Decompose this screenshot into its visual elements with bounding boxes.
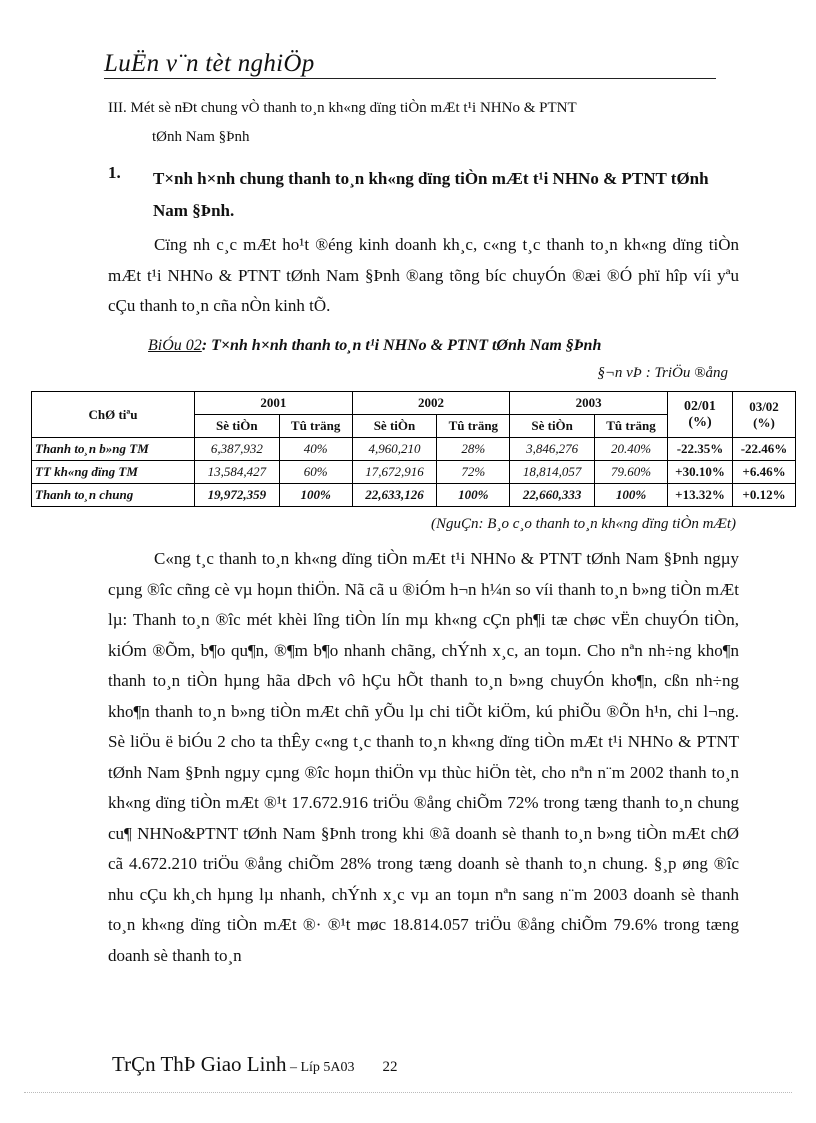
subheader-amount: Sè tiÒn [352,415,437,438]
row-label: TT kh«ng dïng TM [32,461,195,484]
footer-class: – Líp 5A03 [286,1060,355,1075]
page-number: 22 [382,1059,398,1075]
table-caption [148,337,601,355]
cell-value: 22,633,126 [352,484,437,507]
table-unit: §¬n vÞ : TriÖu ®ång [597,365,728,381]
table-row [32,438,796,461]
table-row-total [32,484,796,507]
header-change-02-01: 02/01 (%) [668,392,733,438]
cell-value: 28% [437,438,510,461]
paragraph-intro-text: Cïng nh c¸c mÆt ho¹t ®éng kinh doanh kh¸c, c«ng t¸c thanh to¸n kh«ng dïng tiÒn mÆt t¹i NHNo & PTNT tØnh Nam §Þnh ®ang tõng bíc chuyÓn ®æi ®Ó phï hîp víi yªu cÇu thanh to¸n cña nÒn kinh tÕ. [108,235,739,315]
cell-change: -22.35% [668,438,733,461]
page-footer [112,1052,398,1077]
cell-change: +0.12% [733,484,796,507]
subheader-share: Tû träng [279,415,352,438]
cell-change: +6.46% [733,461,796,484]
paragraph-analysis-text: C«ng t¸c thanh to¸n kh«ng dïng tiÒn mÆt t¹i NHNo & PTNT tØnh Nam §Þnh ngµy cµng ®îc cñng cè vµ hoµn thiÖn. Nã cã u ®iÓm h¬n h¼n so víi thanh to¸n b»ng tiÒn mÆt lµ: Thanh to¸n ®îc mét khèi lîng tiÒn lín mµ kh«ng cÇn ph¶i tæ chøc vËn chuyÓn tiÒn, kiÓm ®Õm, b¶o qu¶n, ®¶m b¶o nhanh chãng, chÝnh x¸c, an toµn. Cho nªn nh÷ng kho¶n thanh to¸n tiÒn hµng hãa dÞch vô hÇu hÕt thanh to¸n b»ng chuyÓn kho¶n, cßn nh÷ng kho¶n thanh to¸n b»ng tiÒn mÆt chñ yÕu lµ chi tiÕt kiÖm, kú phiÕu ®Õn h¹n, chi l¬ng. Sè liÖu ë biÓu 2 cho ta thÊy c«ng t¸c thanh to¸n kh«ng dïng tiÒn mÆt t¹i NHNo & PTNT tØnh Nam §Þnh ngµy cµng ®îc hoµn thiÖn vµ thùc hiÖn tèt, cho nªn n¨m 2002 thanh to¸n kh«ng dïng tiÒn mÆt ®¹t 17.672.916 triÖu ®ång chiÕm 72% trong tæng thanh to¸n chung cu¶ NHNo&PTNT tØnh Nam §Þnh trong khi ®ã doanh sè thanh to¸n b»ng tiÒn mÆt chØ cã 4.672.210 triÖu ®ång chiÕm 28% trong tæng doanh sè thanh to¸n chung. §¸p øng ®îc nhu cÇu kh¸ch hµng lµ nhanh, chÝnh x¸c vµ an toµn nªn sang n¨m 2003 doanh sè thanh to¸n kh«ng dïng tiÒn mÆt ®· ®¹t møc 18.814.057 triÖu ®ång chiÕm 79.6% trong tæng doanh sè thanh to¸n [108,549,739,965]
cell-change: +30.10% [668,461,733,484]
header-year-2002: 2002 [352,392,510,415]
row-label: Thanh to¸n b»ng TM [32,438,195,461]
subheader-share: Tû träng [594,415,667,438]
header-year-2001: 2001 [195,392,353,415]
header-indicator: ChØ tiªu [32,392,195,438]
cell-value: 40% [279,438,352,461]
cell-value: 20.40% [594,438,667,461]
table-caption-title: : T×nh h×nh thanh to¸n t¹i NHNo & PTNT tØnh Nam §Þnh [201,337,602,354]
cell-value: 18,814,057 [510,461,595,484]
cell-value: 13,584,427 [195,461,280,484]
cell-value: 4,960,210 [352,438,437,461]
cell-value: 22,660,333 [510,484,595,507]
subheader-amount: Sè tiÒn [195,415,280,438]
header-rule [104,78,716,79]
subsection-number: 1. [108,163,121,182]
cell-value: 100% [437,484,510,507]
page-header-title: LuËn v¨n tèt nghiÖp [104,50,315,77]
section-heading-line1: III. Mét sè nÐt chung vÒ thanh to¸n kh«ng dïng tiÒn mÆt t¹i NHNo & PTNT [108,100,577,116]
header-change-03-02: 03/02 (%) [733,392,796,438]
payment-table [31,391,796,507]
cell-change: -22.46% [733,438,796,461]
cell-value: 17,672,916 [352,461,437,484]
row-label: Thanh to¸n chung [32,484,195,507]
cell-value: 6,387,932 [195,438,280,461]
paragraph-intro [108,230,739,322]
footer-dotted-rule [24,1092,792,1093]
subheader-share: Tû träng [437,415,510,438]
cell-change: +13.32% [668,484,733,507]
subsection-title: T×nh h×nh chung thanh to¸n kh«ng dïng tiÒn mÆt t¹i NHNo & PTNT tØnh Nam §Þnh. [153,169,709,220]
table-caption-label: BiÓu 02 [148,337,202,354]
table-header-row [32,392,796,415]
paragraph-analysis [108,544,739,971]
cell-value: 72% [437,461,510,484]
header-year-2003: 2003 [510,392,668,415]
section-heading-line2: tØnh Nam §Þnh [152,129,250,145]
cell-value: 100% [594,484,667,507]
section-heading [108,94,738,152]
cell-value: 79.60% [594,461,667,484]
table-source: (NguÇn: B¸o c¸o thanh to¸n kh«ng dïng tiÒn mÆt) [431,516,736,532]
cell-value: 100% [279,484,352,507]
cell-value: 3,846,276 [510,438,595,461]
subheader-amount: Sè tiÒn [510,415,595,438]
cell-value: 60% [279,461,352,484]
table-row [32,461,796,484]
footer-author: TrÇn ThÞ Giao Linh [112,1052,287,1076]
cell-value: 19,972,359 [195,484,280,507]
